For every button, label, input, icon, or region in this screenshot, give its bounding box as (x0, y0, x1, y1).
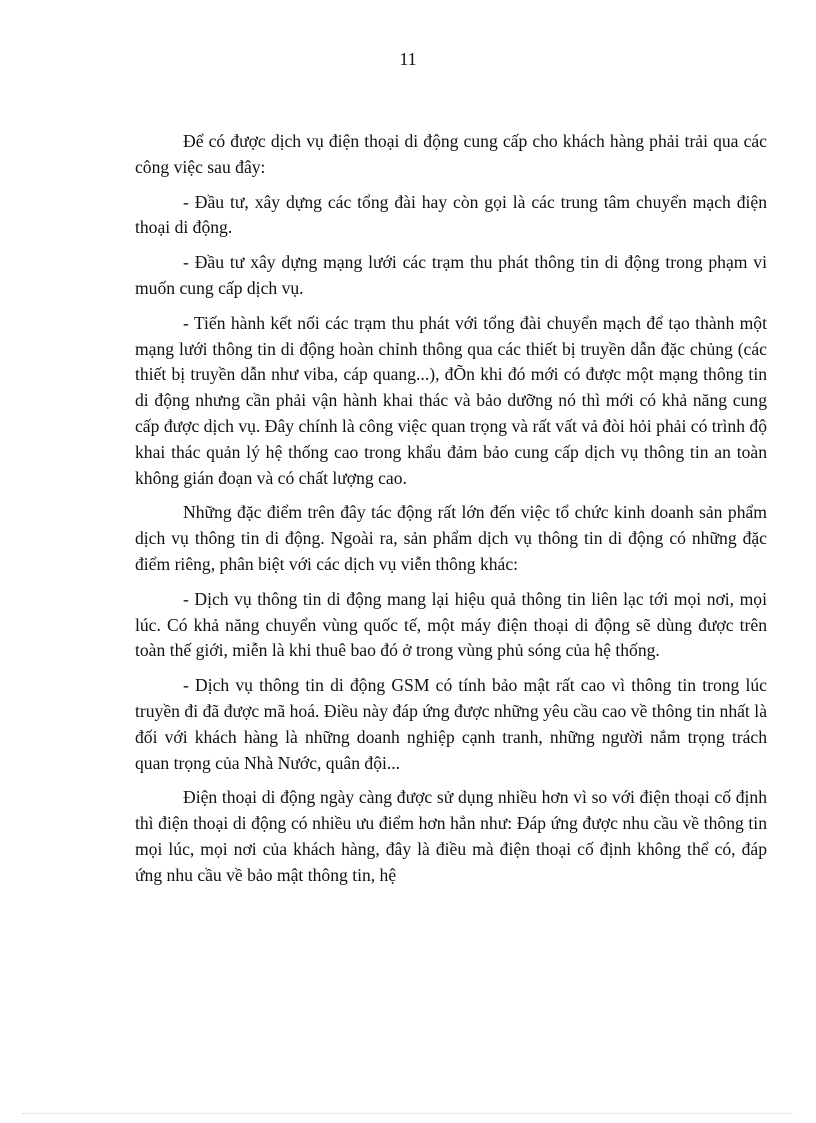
paragraph-base-stations: - Đầu tư xây dựng mạng lưới các trạm thu phát thông tin di động trong phạm vi muốn cung cấp dịch vụ. (135, 252, 767, 298)
page-bottom-divider (22, 1113, 794, 1114)
paragraph-network-connection: - Tiến hành kết nối các trạm thu phát với tổng đài chuyển mạch để tạo thành một mạng lưới thông tin di động hoàn chỉnh thông qua các thiết bị truyền dẫn đặc chủng (các thiết bị truyền dẫn như viba, cáp quang...), đÕn khi đó mới có được một mạng thông tin di động nhưng cần phải vận hành khai thác và bảo dưỡng nó thì mới có khả năng cung cấp được dịch vụ. Đây chính là công việc quan trọng và rất vất vả đòi hỏi phải có trình độ khai thác quản lý hệ thống cao trong khẩu đảm bảo cung cấp dịch vụ thông tin an toàn không gián đoạn và có chất lượng cao. (135, 312, 767, 488)
paragraph-roaming: - Dịch vụ thông tin di động mang lại hiệu quả thông tin liên lạc tới mọi nơi, mọi lúc. Có khả năng chuyển vùng quốc tế, một máy điện thoại di động sẽ dùng được trên toàn thế giới, miễn là khi thuê bao đó ở trong vùng phủ sóng của hệ thống. (135, 588, 767, 661)
page-number: 11 (399, 49, 417, 69)
paragraph-switching-centers: - Đầu tư, xây dựng các tổng đài hay còn gọi là các trung tâm chuyển mạch điện thoại di động. (135, 191, 767, 238)
paragraph-gsm-security: - Dịch vụ thông tin di động GSM có tính bảo mật rất cao vì thông tin trong lúc truyền đi đã được mã hoá. Điều này đáp ứng được những yêu cầu cao về thông tin nhất là đối với khách hàng là những doanh nghiệp cạnh tranh, những người nắm trọng trách quan trọng của Nhà Nước, quân đội... (135, 675, 767, 773)
paragraph-mobile-advantages: Điện thoại di động ngày càng được sử dụng nhiều hơn vì so với điện thoại cố định thì điện thoại di động có nhiều ưu điểm hơn hẳn như: Đáp ứng được nhu cầu về thông tin mọi lúc, mọi nơi của khách hàng, đây là điều mà điện thoại cố định không thể có, đáp ứng nhu cầu về bảo mật thông tin, hệ (135, 787, 767, 885)
paragraph-business-impact: Những đặc điểm trên đây tác động rất lớn đến việc tổ chức kinh doanh sản phẩm dịch vụ thông tin di động. Ngoài ra, sản phẩm dịch vụ thông tin di động có những đặc điểm riêng, phân biệt với các dịch vụ viễn thông khác: (135, 502, 767, 574)
paragraph-intro: Để có được dịch vụ điện thoại di động cung cấp cho khách hàng phải trải qua các công việc sau đây: (135, 131, 767, 177)
document-body (135, 129, 767, 898)
